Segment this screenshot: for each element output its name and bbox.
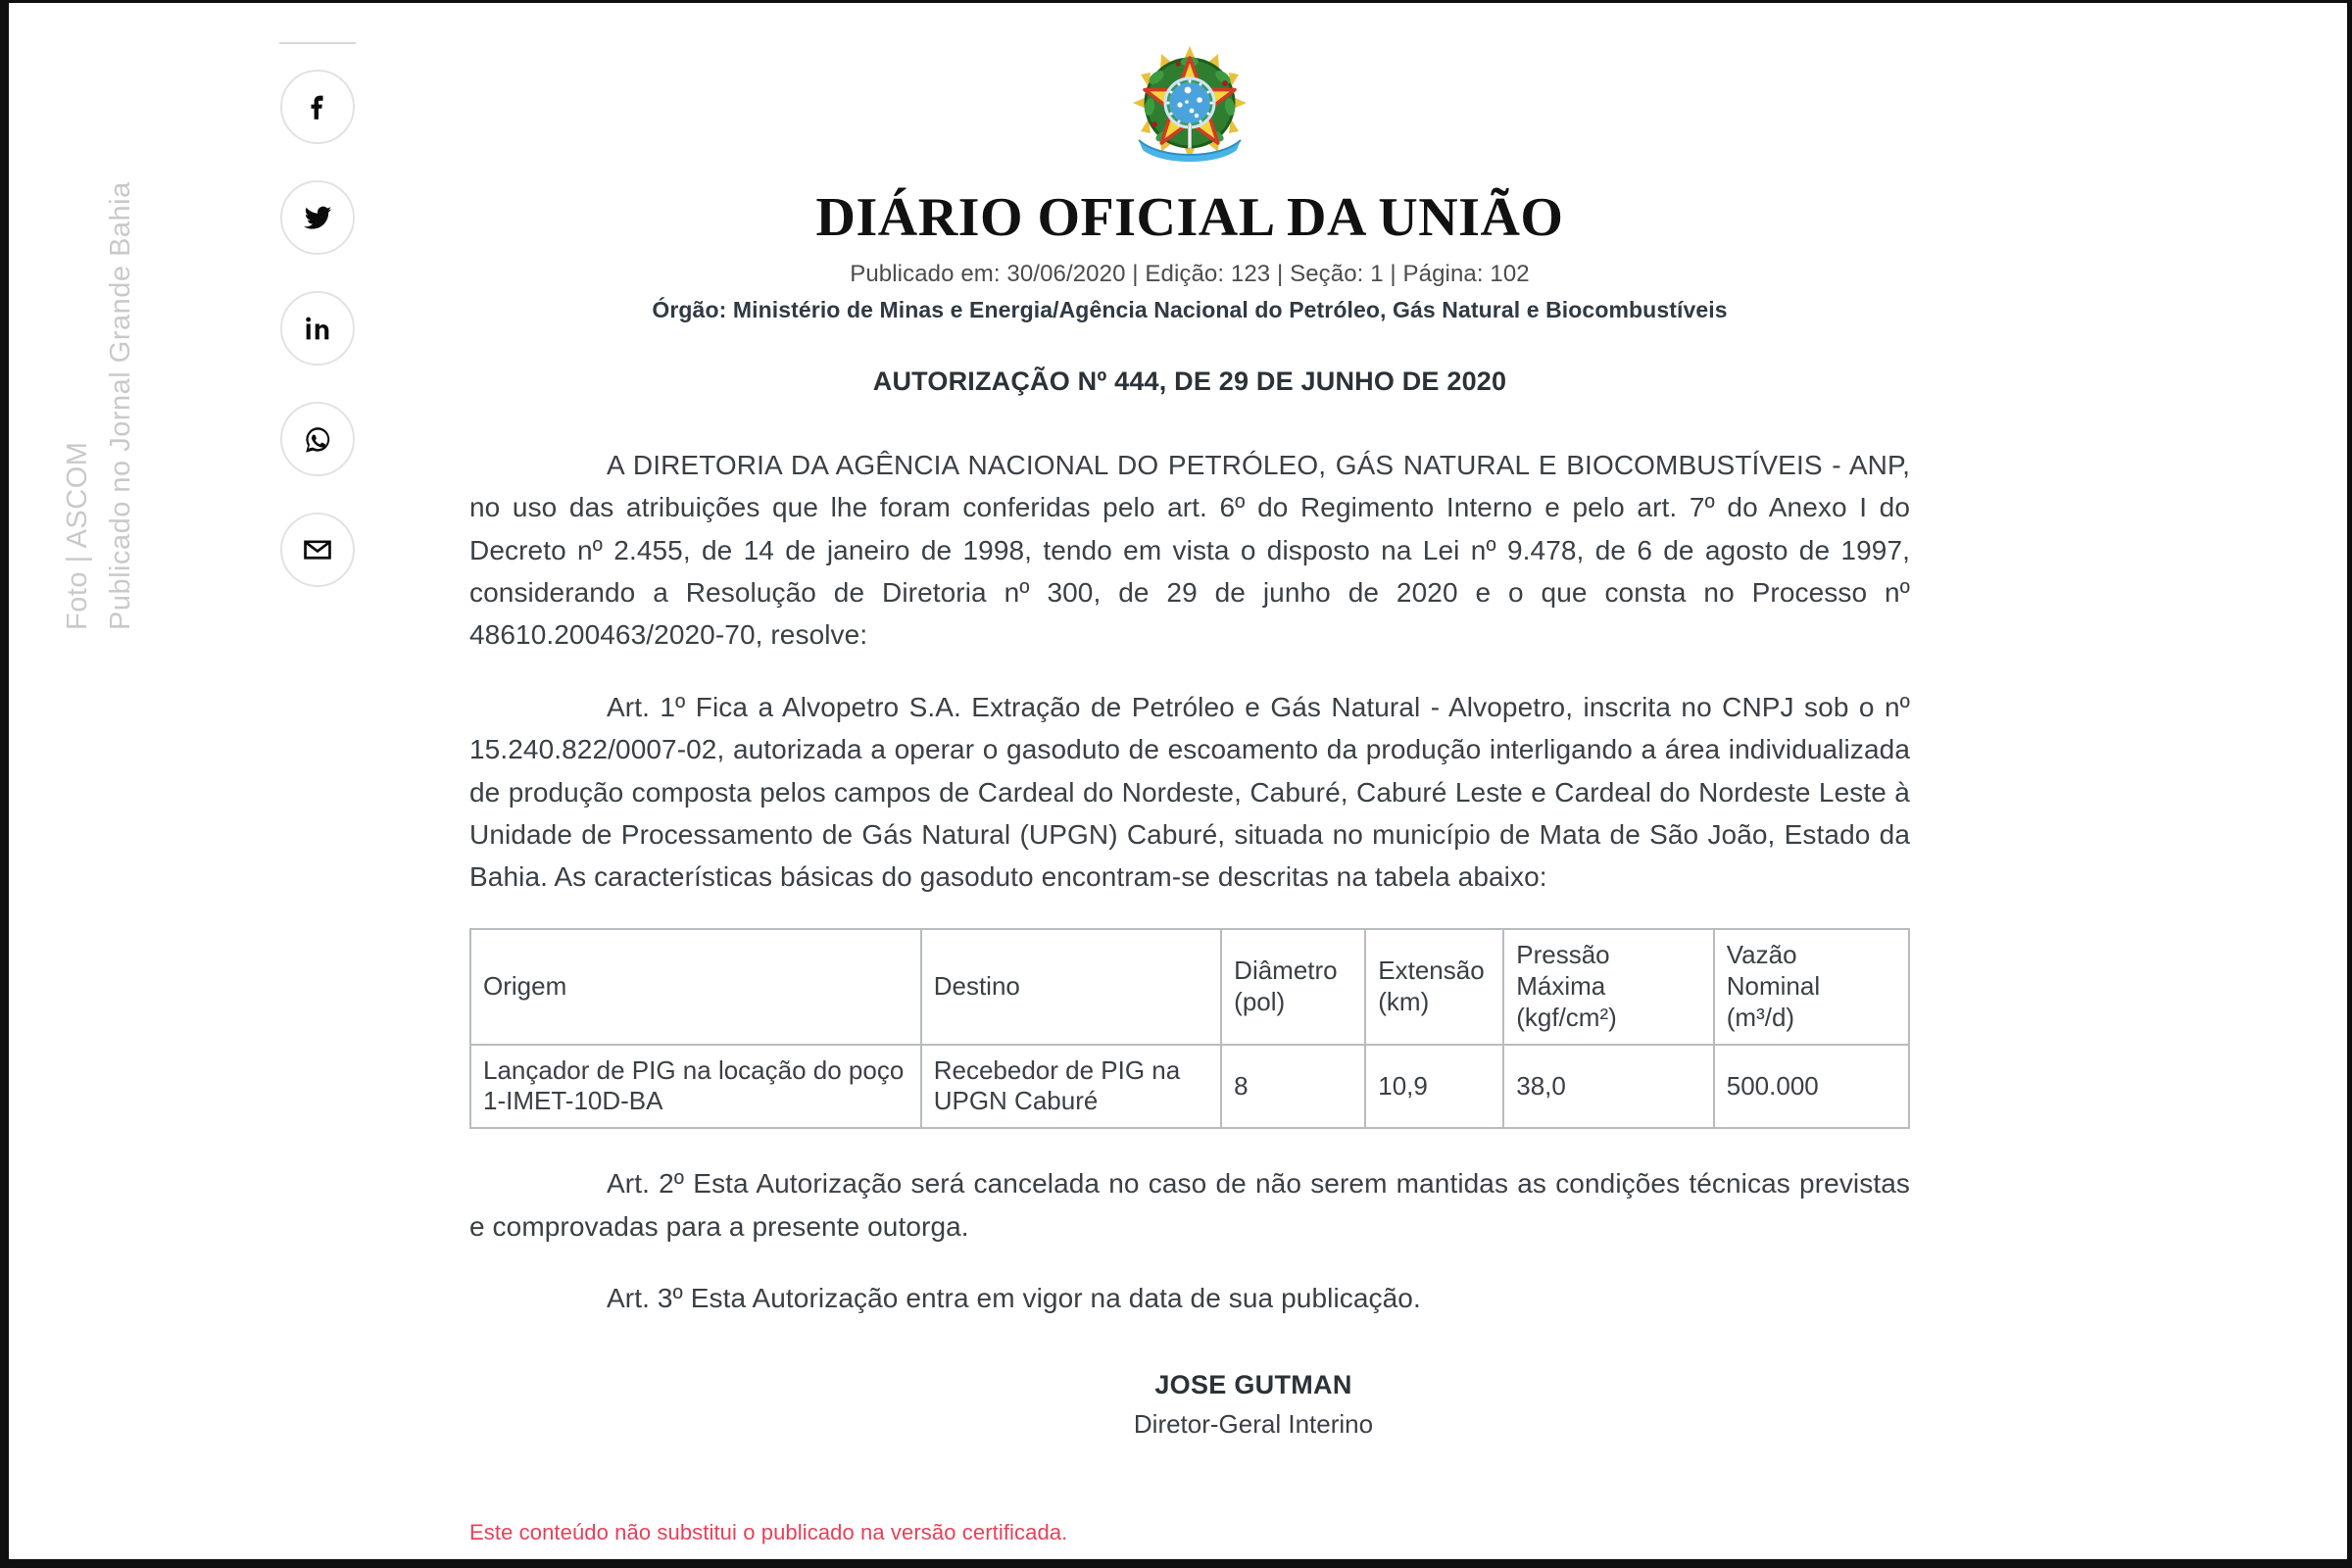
signature-block [597, 1370, 1910, 1440]
col-header-destino [921, 929, 1221, 1045]
pipeline-specs-table [469, 928, 1910, 1129]
col-header-diametro-unit: (pol) [1234, 986, 1286, 1016]
share-button-facebook[interactable] [280, 70, 355, 144]
whatsapp-icon [302, 423, 334, 456]
email-icon [301, 533, 334, 566]
page-title: DIÁRIO OFICIAL DA UNIÃO [815, 187, 1564, 248]
col-header-pressao-main: Pressão Máxima [1516, 940, 1610, 1001]
act-heading: AUTORIZAÇÃO Nº 444, DE 29 DE JUNHO DE 2020 [872, 366, 1507, 396]
act-paragraph-art2: Art. 2º Esta Autorização será cancelada no caso de não serem mantidas as condições técnicas previstas e comprovadas para a presente outorga. [469, 1168, 1910, 1242]
cell-diametro: 8 [1221, 1045, 1365, 1128]
col-header-pressao [1503, 929, 1714, 1045]
photo-credit-line-2: Publicado no Jornal Grande Bahia [105, 181, 136, 630]
publication-meta: Publicado em: 30/06/2020 | Edição: 123 | Seção: 1 | Página: 102 [850, 260, 1530, 287]
cell-extensao: 10,9 [1365, 1045, 1503, 1128]
document-body [469, 42, 1910, 1440]
table-head [470, 929, 1909, 1045]
cell-pressao: 38,0 [1503, 1045, 1714, 1128]
share-button-linkedin[interactable] [280, 291, 355, 366]
share-button-whatsapp[interactable] [280, 402, 355, 476]
certified-version-disclaimer: Este conteúdo não substitui o publicado na versão certificada. [469, 1520, 1068, 1544]
act-paragraph-art3: Art. 3º Esta Autorização entra em vigor na data de sua publicação. [607, 1282, 1421, 1313]
signatory-name: JOSE GUTMAN [1154, 1370, 1352, 1400]
col-header-vazao-main: Vazão Nominal [1726, 940, 1821, 1001]
twitter-icon [301, 201, 334, 234]
social-share-column [269, 42, 367, 623]
issuing-organ: Órgão: Ministério de Minas e Energia/Agência Nacional do Petróleo, Gás Natural e Biocombustíveis [652, 296, 1728, 322]
col-header-destino-main: Destino [933, 970, 1020, 1001]
act-paragraph-preamble: A DIRETORIA DA AGÊNCIA NACIONAL DO PETRÓLEO, GÁS NATURAL E BIOCOMBUSTÍVEIS - ANP, no uso das atribuições que lhe foram conferidas pelo art. 6º do Regimento Interno e pelo art. 7º do Anexo I do Decreto nº 2.455, de 14 de janeiro de 1998, tendo em vista o disposto na Lei nº 9.478, de 6 de agosto de 1997, considerando a Resolução de Diretoria nº 300, de 29 de junho de 2020 e o que consta no Processo nº 48610.200463/2020-70, resolve: [469, 449, 1910, 651]
cell-vazao: 500.000 [1714, 1045, 1909, 1128]
table-row [470, 1045, 1909, 1128]
facebook-icon [301, 90, 334, 123]
col-header-origem-main: Origem [483, 970, 567, 1001]
photo-credit-strip [9, 3, 136, 1081]
col-header-pressao-unit: (kgf/cm²) [1516, 1002, 1617, 1032]
cell-destino: Recebedor de PIG na UPGN Caburé [921, 1045, 1221, 1128]
brazil-coat-of-arms-icon [1117, 42, 1262, 179]
col-header-diametro [1221, 929, 1365, 1045]
table-header-row [470, 929, 1909, 1045]
col-header-vazao [1714, 929, 1909, 1045]
col-header-origem [470, 929, 921, 1045]
photo-credit-line-1: Foto | ASCOM [62, 441, 93, 630]
col-header-extensao [1365, 929, 1503, 1045]
col-header-diametro-main: Diâmetro [1234, 955, 1338, 985]
table-body [470, 1045, 1909, 1128]
share-button-email[interactable] [280, 513, 355, 587]
signatory-role: Diretor-Geral Interino [1133, 1409, 1374, 1440]
linkedin-icon [301, 312, 334, 345]
crest-wrapper [469, 42, 1910, 179]
col-header-extensao-main: Extensão [1378, 955, 1485, 985]
social-divider [279, 42, 356, 44]
col-header-extensao-unit: (km) [1378, 986, 1430, 1016]
share-button-twitter[interactable] [280, 180, 355, 255]
act-paragraph-art1: Art. 1º Fica a Alvopetro S.A. Extração de Petróleo e Gás Natural - Alvopetro, inscrita no CNPJ sob o nº 15.240.822/0007-02, autorizada a operar o gasoduto de escoamento da produção interligando a área individualizada de produção composta pelos campos de Cardeal do Nordeste, Caburé, Caburé Leste e Cardeal do Nordeste Leste à Unidade de Processamento de Gás Natural (UPGN) Caburé, situada no município de Mata de São João, Estado da Bahia. As características básicas do gasoduto encontram-se descritas na tabela abaixo: [469, 691, 1910, 893]
col-header-vazao-unit: (m³/d) [1726, 1002, 1795, 1032]
cell-origem: Lançador de PIG na locação do poço 1-IMET-10D-BA [470, 1045, 921, 1128]
